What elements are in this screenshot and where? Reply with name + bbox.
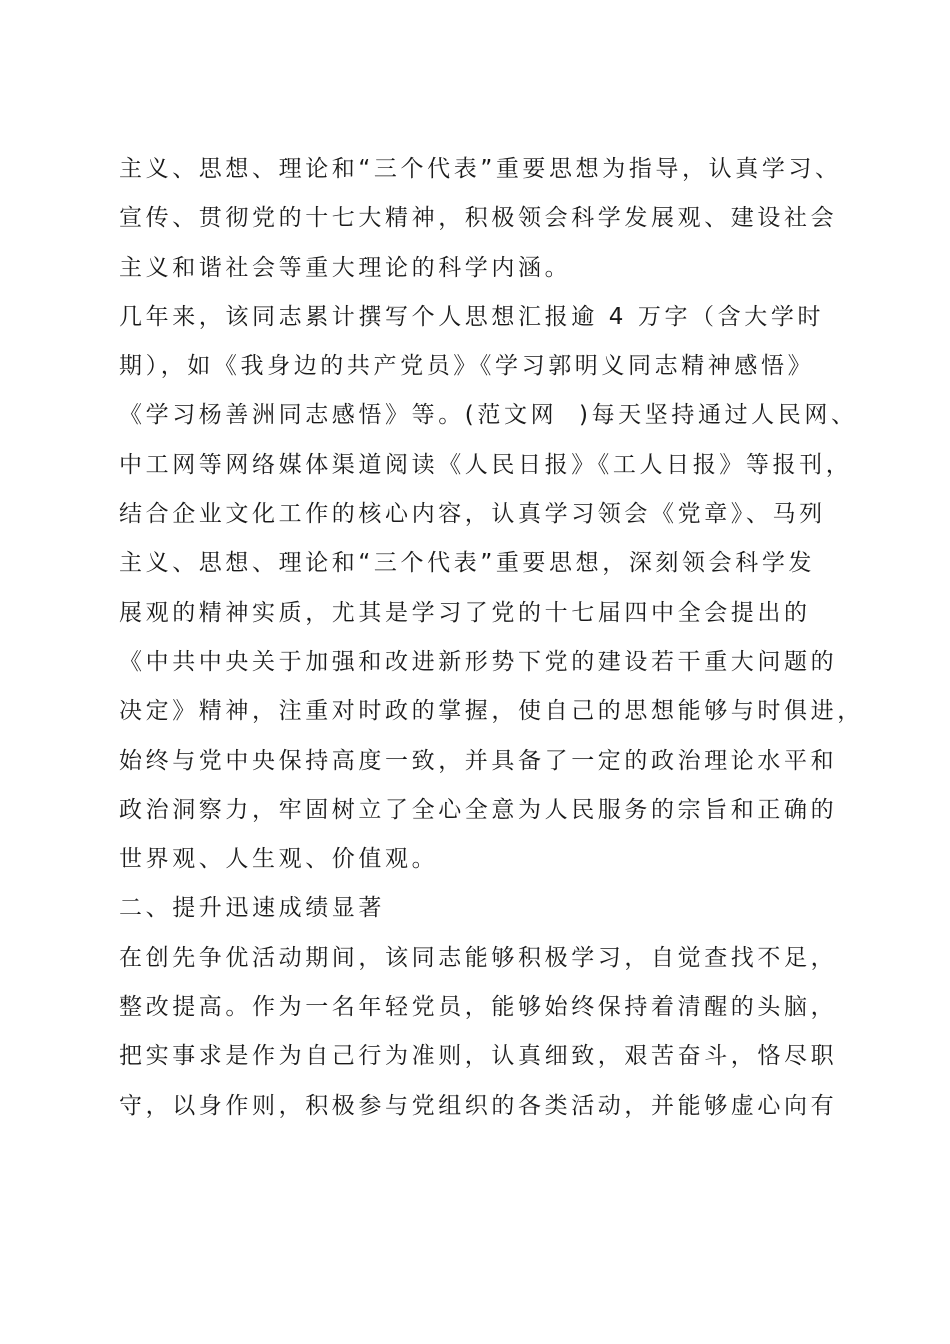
text-line: 几年来，该同志累计撰写个人思想汇报逾 4 万字（含大学时 [119,303,825,330]
text-line: 中工网等网络媒体渠道阅读《人民日报》《工人日报》等报刊， [119,451,853,478]
text-line: 《学习杨善洲同志感悟》等。(范文网 )每天坚持通过人民网、 [119,402,858,429]
text-line: 《中共中央关于加强和改进新形势下党的建设若干重大问题的 [119,648,838,675]
text-line: 期），如《我身边的共产党员》《学习郭明义同志精神感悟》 [119,353,815,380]
text-line: 政治洞察力，牢固树立了全心全意为人民服务的宗旨和正确的 [119,796,838,823]
text-line: 守，以身作则，积极参与党组织的各类活动，并能够虚心向有 [119,1092,838,1119]
text-line: 结合企业文化工作的核心内容，认真学习领会《党章》、马列 [119,501,826,528]
text-line: 主义、思想、理论和“三个代表”重要思想为指导，认真学习、 [119,156,842,182]
text-line: 整改提高。作为一名年轻党员，能够始终保持着清醒的头脑， [119,994,838,1021]
text-line: 始终与党中央保持高度一致，并具备了一定的政治理论水平和 [119,747,838,774]
text-line: 决定》精神，注重对时政的掌握，使自己的思想能够与时俱进， [119,698,864,725]
section-heading: 二、提升迅速成绩显著 [119,895,385,922]
text-line: 主义、思想、理论和“三个代表”重要思想，深刻领会科学发 [119,550,816,577]
document-body [119,145,864,1131]
text-line: 主义和谐社会等重大理论的科学内涵。 [119,254,572,281]
text-line: 把实事求是作为自己行为准则，认真细致，艰苦奋斗，恪尽职 [119,1043,838,1070]
text-line: 展观的精神实质，尤其是学习了党的十七届四中全会提出的 [119,599,811,626]
text-line: 宣传、贯彻党的十七大精神，积极领会科学发展观、建设社会 [119,205,838,232]
text-line: 世界观、人生观、价值观。 [119,846,439,873]
text-line: 在创先争优活动期间，该同志能够积极学习，自觉查找不足， [119,944,838,971]
